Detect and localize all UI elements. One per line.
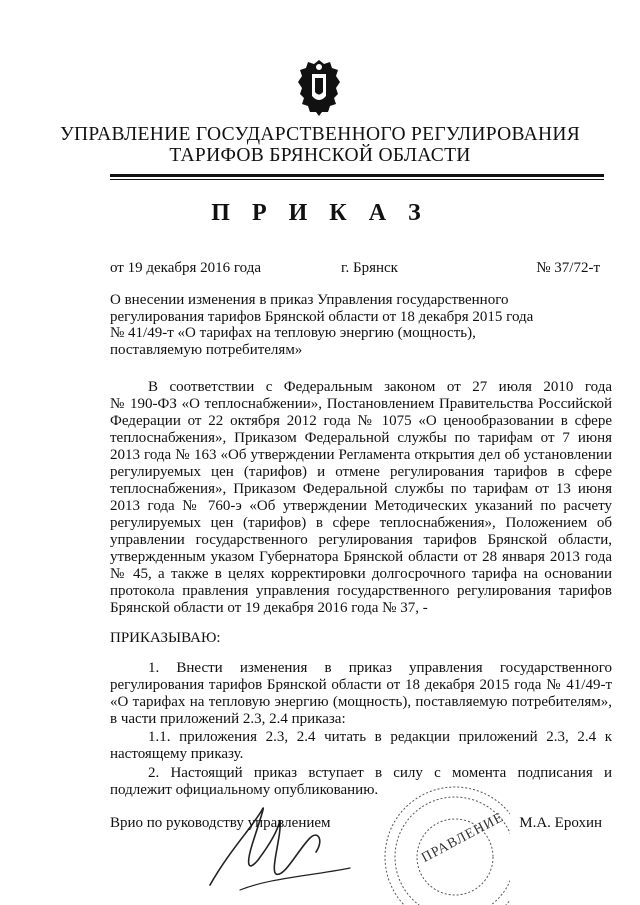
document-title: П Р И К А З [211,200,429,226]
subject-line: поставляемую потребителям» [110,341,303,358]
document-subject [110,292,540,358]
header-divider-thin [110,179,604,180]
signatory-name: М.А. Ерохин [519,815,602,831]
preamble-line: Федерации от 22 октября 2012 года № 1075 «О ценообразовании в сфере [110,413,612,429]
preamble-paragraph [110,379,612,617]
organization-name-line-2: ТАРИФОВ БРЯНСКОЙ ОБЛАСТИ [169,145,471,166]
item-1-line: регулирования тарифов Брянской области от 18 декабря 2015 года № 41/49-т [110,677,612,693]
preamble-line: теплоснабжения», Приказом Федеральной службы по тарифам от 7 июня [110,430,612,446]
item-2-line: 2. Настоящий приказ вступает в силу с момента подписания и [148,765,612,781]
preamble-line: управлении государственного регулирования тарифов Брянской области, [110,532,612,548]
official-stamp [360,765,510,905]
item-2-line: подлежит официальному опубликованию. [110,782,379,798]
handwritten-signature [200,790,370,900]
preamble-line: № 190-ФЗ «О теплоснабжении», Постановлением Правительства Российской [110,396,612,412]
item-1-paragraph [110,660,612,728]
preamble-line: теплоснабжения», Приказом Федеральной службы по тарифам от 13 июня [110,481,612,497]
stamp-text: ПРАВЛЕНИЕ [419,810,507,866]
item-1-line: в части приложений 2.3, 2.4 приказа: [110,711,346,727]
preamble-line: Брянской области от 19 декабря 2016 года № 37, - [110,600,428,616]
item-1-1-line: 1.1. приложения 2.3, 2.4 читать в редакции приложений 2.3, 2.4 к [148,729,612,745]
preamble-line: № 45, а также в целях корректировки долгосрочного тарифа на основании [110,566,612,582]
header-divider-thick [110,174,604,177]
subject-line: № 41/49-т «О тарифах на тепловую энергию (мощность), [110,325,476,341]
subject-line: регулирования тарифов Брянской области от 18 декабря 2015 года [110,308,534,325]
decree-word: ПРИКАЗЫВАЮ: [110,630,221,646]
item-1-line: «О тарифах на тепловую энергию (мощность), поставляемую потребителям», [110,694,612,710]
item-1-1-line: настоящему приказу. [110,746,244,762]
coat-of-arms-icon [296,58,342,118]
preamble-line: 2013 года № 163 «Об утверждении Регламента открытия дел об установлении [110,447,612,463]
item-1-1-paragraph [110,729,612,763]
organization-name-line-1: УПРАВЛЕНИЕ ГОСУДАРСТВЕННОГО РЕГУЛИРОВАНИЯ [59,124,581,145]
subject-line: О внесении изменения в приказ Управления государственного [110,292,509,308]
preamble-line: протокола правления управления государственного регулирования тарифов [110,583,612,599]
item-1-line: 1. Внести изменения в приказ управления государственного [148,660,612,676]
preamble-line: регулируемых цен (тарифов) и отмене регулирования тарифов в сфере [110,464,612,480]
document-city: г. Брянск [341,260,398,276]
preamble-line: В соответствии с Федеральным законом от 27 июля 2010 года [148,379,612,395]
preamble-line: 2013 года № 760-э «Об утверждении Методических указаний по расчету [110,498,612,514]
document-date: от 19 декабря 2016 года [110,260,262,276]
signatory-position: Врио по руководству управлением [110,815,331,831]
preamble-line: регулируемых цен (тарифов) в сфере теплоснабжения», Положением об [110,515,612,531]
document-number: № 37/72-т [536,260,600,276]
preamble-line: утвержденным указом Губернатора Брянской области от 28 января 2013 года [110,549,612,565]
